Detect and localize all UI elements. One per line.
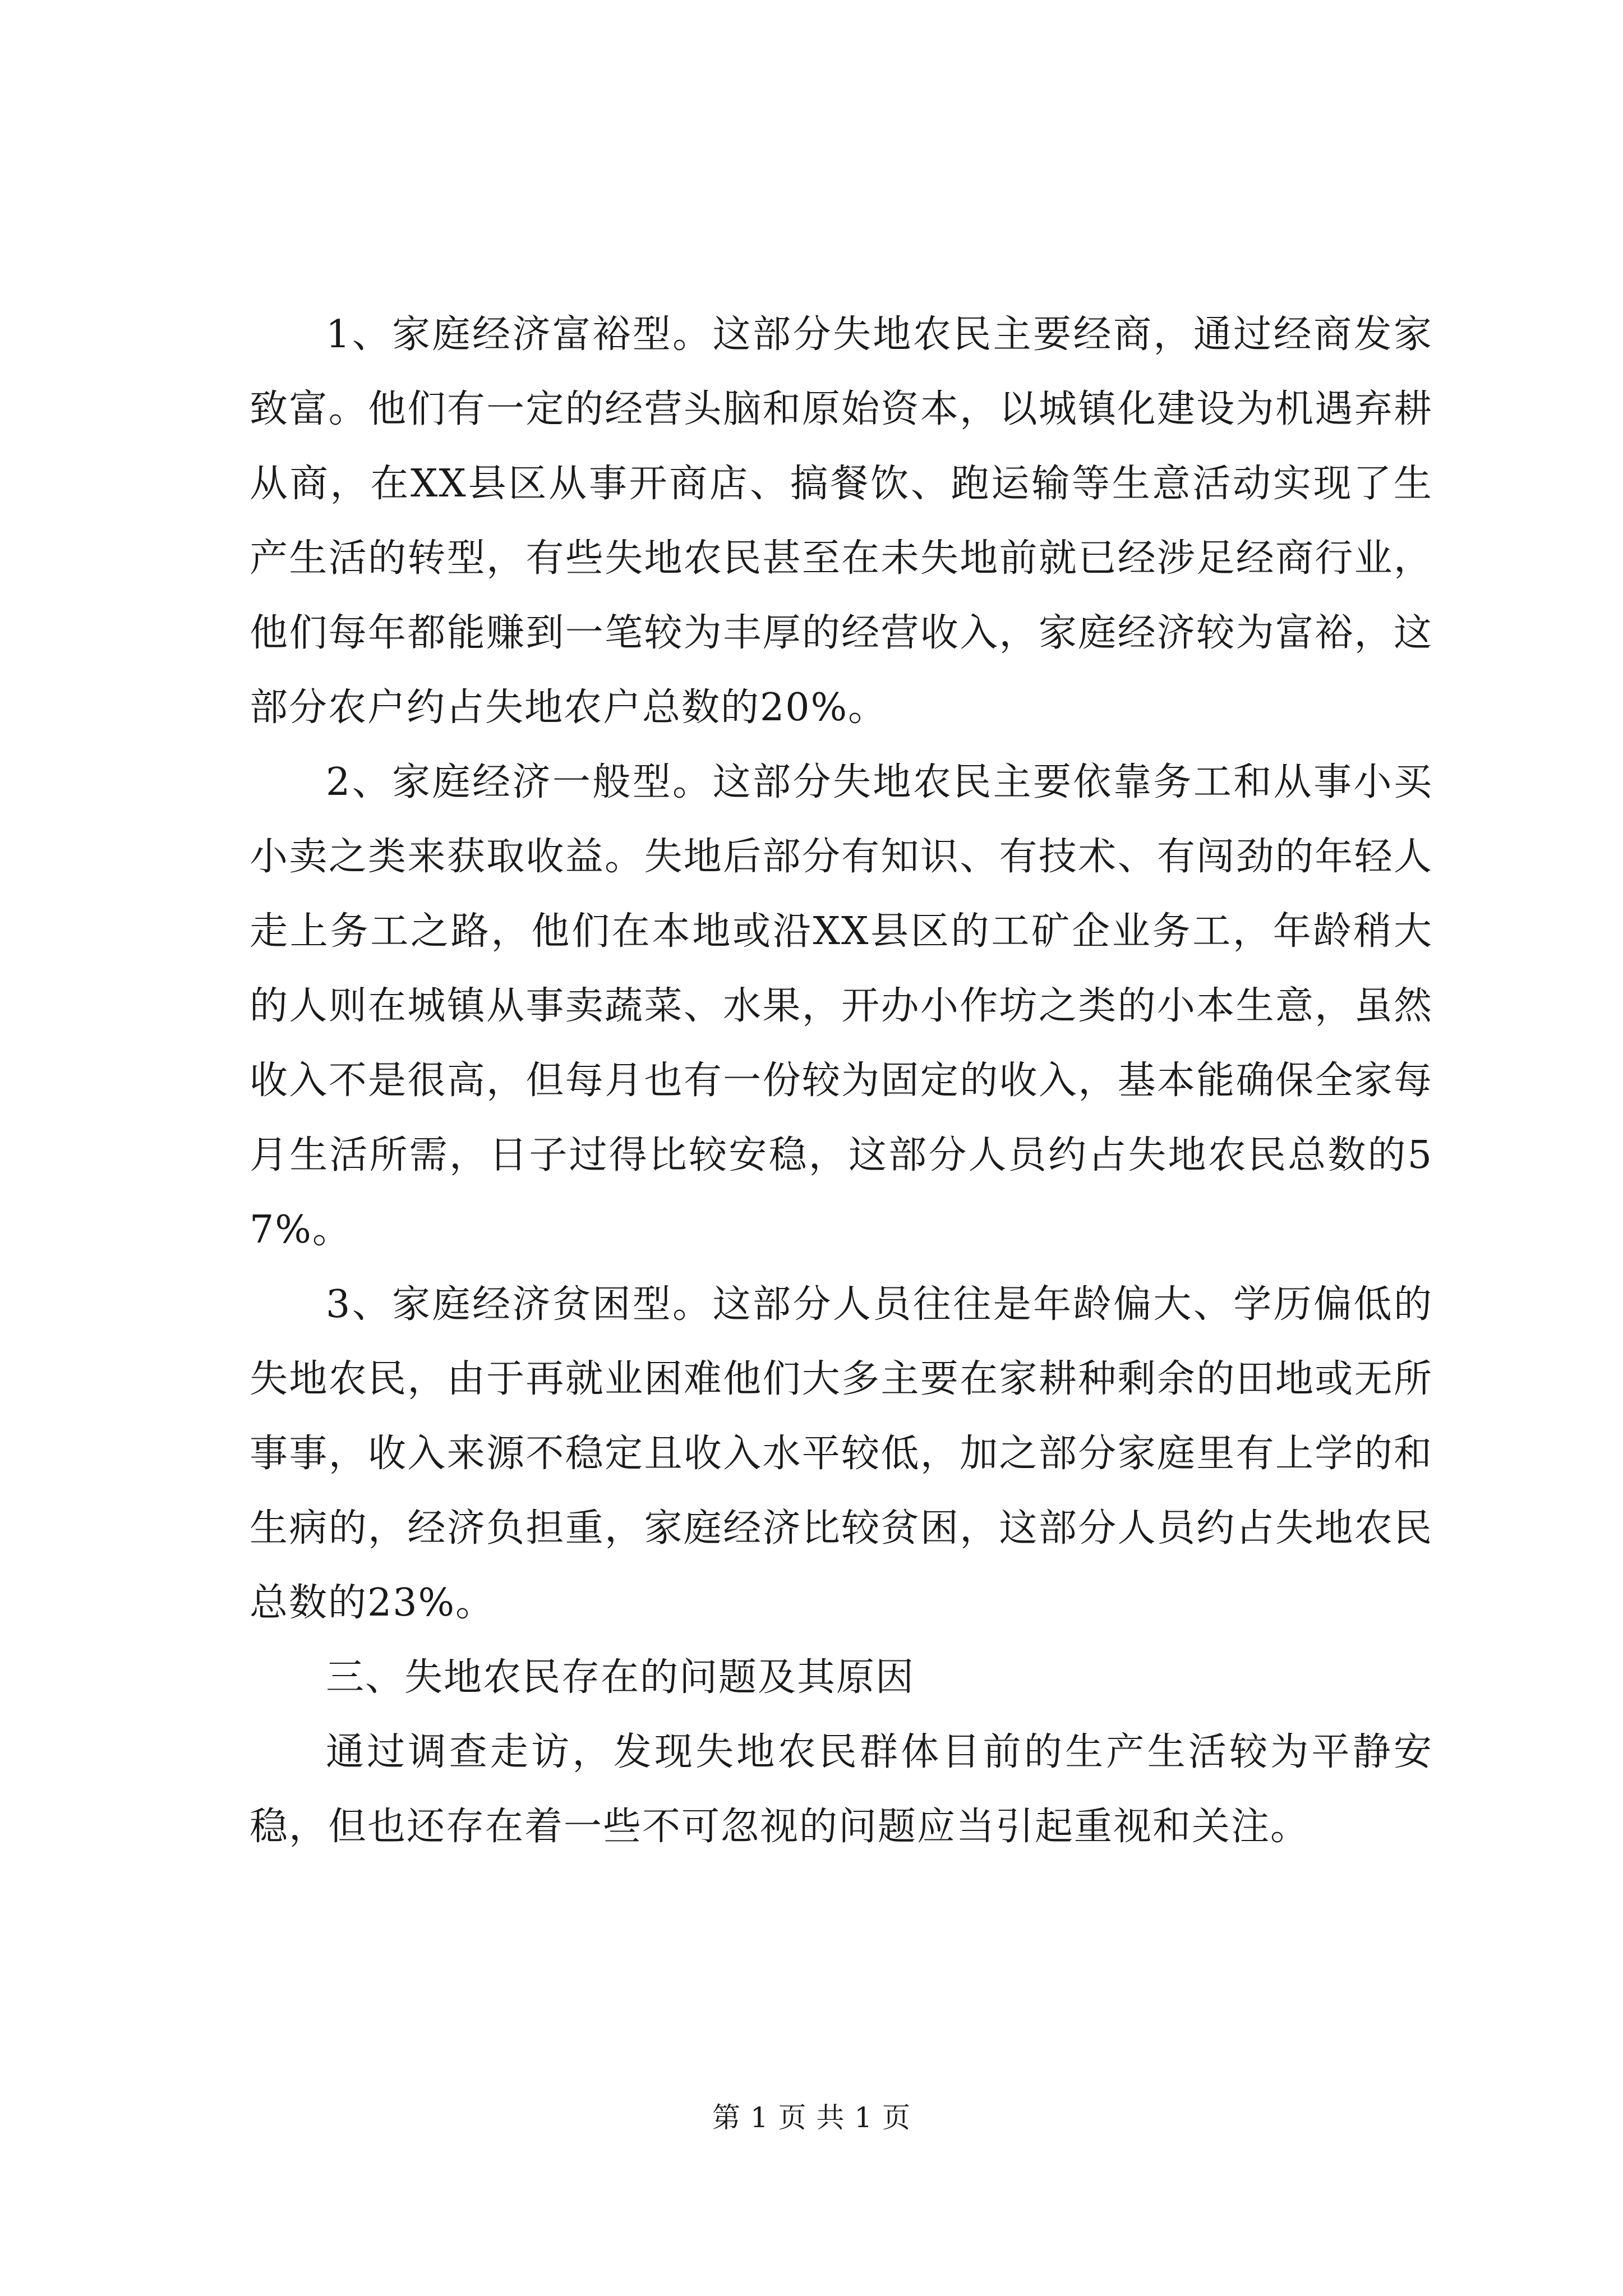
paragraph-closing: 通过调查走访，发现失地农民群体目前的生产生活较为平静安稳，但也还存在着一些不可忽视的问题应当引起重视和关注。 [250, 1730, 1433, 1849]
paragraph-poor-households: 3、家庭经济贫困型。这部分人员往往是年龄偏大、学历偏低的失地农民，由于再就业困难他们大多主要在家耕种剩余的田地或无所事事，收入来源不稳定且收入水平较低，加之部分家庭里有上学的和生病的，经济负担重，家庭经济比较贫困，这部分人员约占失地农民总数的23%。 [250, 1282, 1433, 1625]
document-body [250, 297, 1433, 1864]
section-heading: 三、失地农民存在的问题及其原因 [326, 1655, 915, 1700]
page-number-footer: 第 1 页 共 1 页 [712, 2101, 911, 2134]
paragraph-average-households: 2、家庭经济一般型。这部分失地农民主要依靠务工和从事小买小卖之类来获取收益。失地后部分有知识、有技术、有闯劲的年轻人走上务工之路，他们在本地或沿XX县区的工矿企业务工，年龄稍大的人则在城镇从事卖蔬菜、水果，开办小作坊之类的小本生意，虽然收入不是很高，但每月也有一份较为固定的收入，基本能确保全家每月生活所需，日子过得比较安稳，这部分人员约占失地农民总数的57%。 [250, 760, 1433, 1252]
paragraph-wealthy-households: 1、家庭经济富裕型。这部分失地农民主要经商，通过经商发家致富。他们有一定的经营头脑和原始资本，以城镇化建设为机遇弃耕从商，在XX县区从事开商店、搞餐饮、跑运输等生意活动实现了生产生活的转型，有些失地农民甚至在未失地前就已经涉足经商行业，他们每年都能赚到一笔较为丰厚的经营收入，家庭经济较为富裕，这部分农户约占失地农户总数的20%。 [250, 312, 1433, 730]
